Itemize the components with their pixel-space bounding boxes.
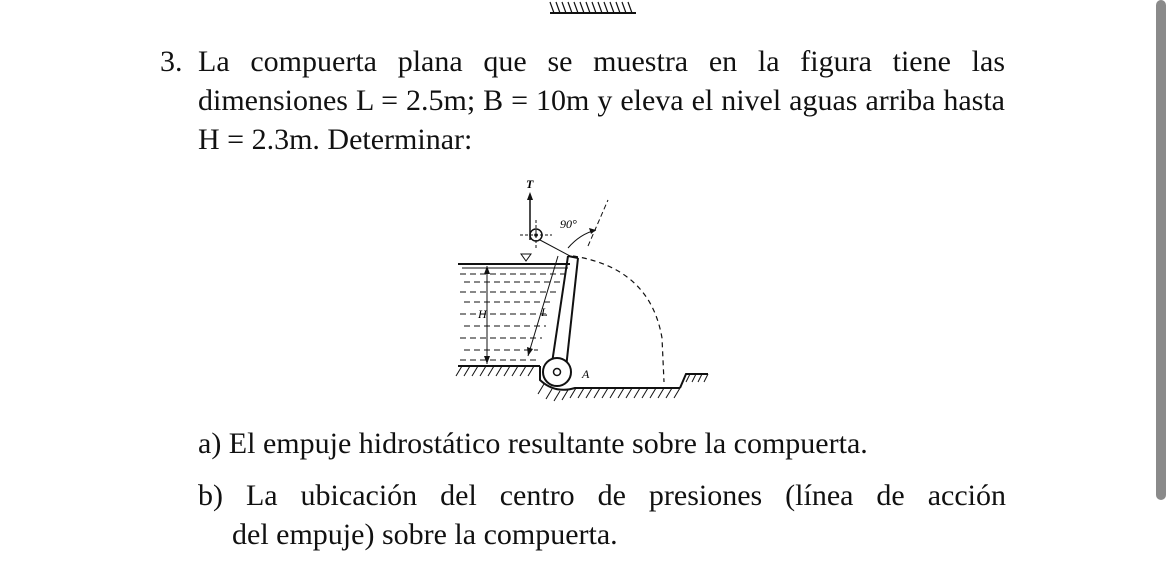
problem-statement <box>160 42 1005 159</box>
label-H: H <box>478 307 487 321</box>
upstream-bed-hatch <box>456 366 534 376</box>
problem-text: La compuerta plana que se muestra en la figura tiene las dimensiones L = 2.5m; B = 10m y eleva el nivel aguas arriba hasta H = 2.3m. Determinar: <box>198 45 1005 156</box>
problem-number: 3. <box>160 45 183 78</box>
label-A: A <box>582 367 590 381</box>
downstream-step <box>680 374 708 388</box>
gate-figure <box>440 168 740 413</box>
hinge-A <box>543 358 571 386</box>
label-angle: 90° <box>560 217 577 231</box>
label-L: L <box>541 305 548 319</box>
gate-plate <box>552 256 578 368</box>
question-a: a) El empuje hidrostático resultante sobre la compuerta. <box>198 427 868 460</box>
gate-diagram <box>440 168 740 413</box>
top-hatch-decoration <box>548 0 638 20</box>
question-b <box>198 476 1006 554</box>
vertical-scrollbar[interactable] <box>1156 0 1166 500</box>
free-surface-marker <box>521 254 531 261</box>
water-body-lines <box>460 274 566 360</box>
question-b-line1: b) La ubicación del centro de presiones (línea de acción <box>198 479 1006 512</box>
question-b-line2: del empuje) sobre la compuerta. <box>232 518 618 551</box>
label-T: T <box>526 177 534 191</box>
swing-arc <box>573 256 664 382</box>
angle-line <box>588 200 608 246</box>
